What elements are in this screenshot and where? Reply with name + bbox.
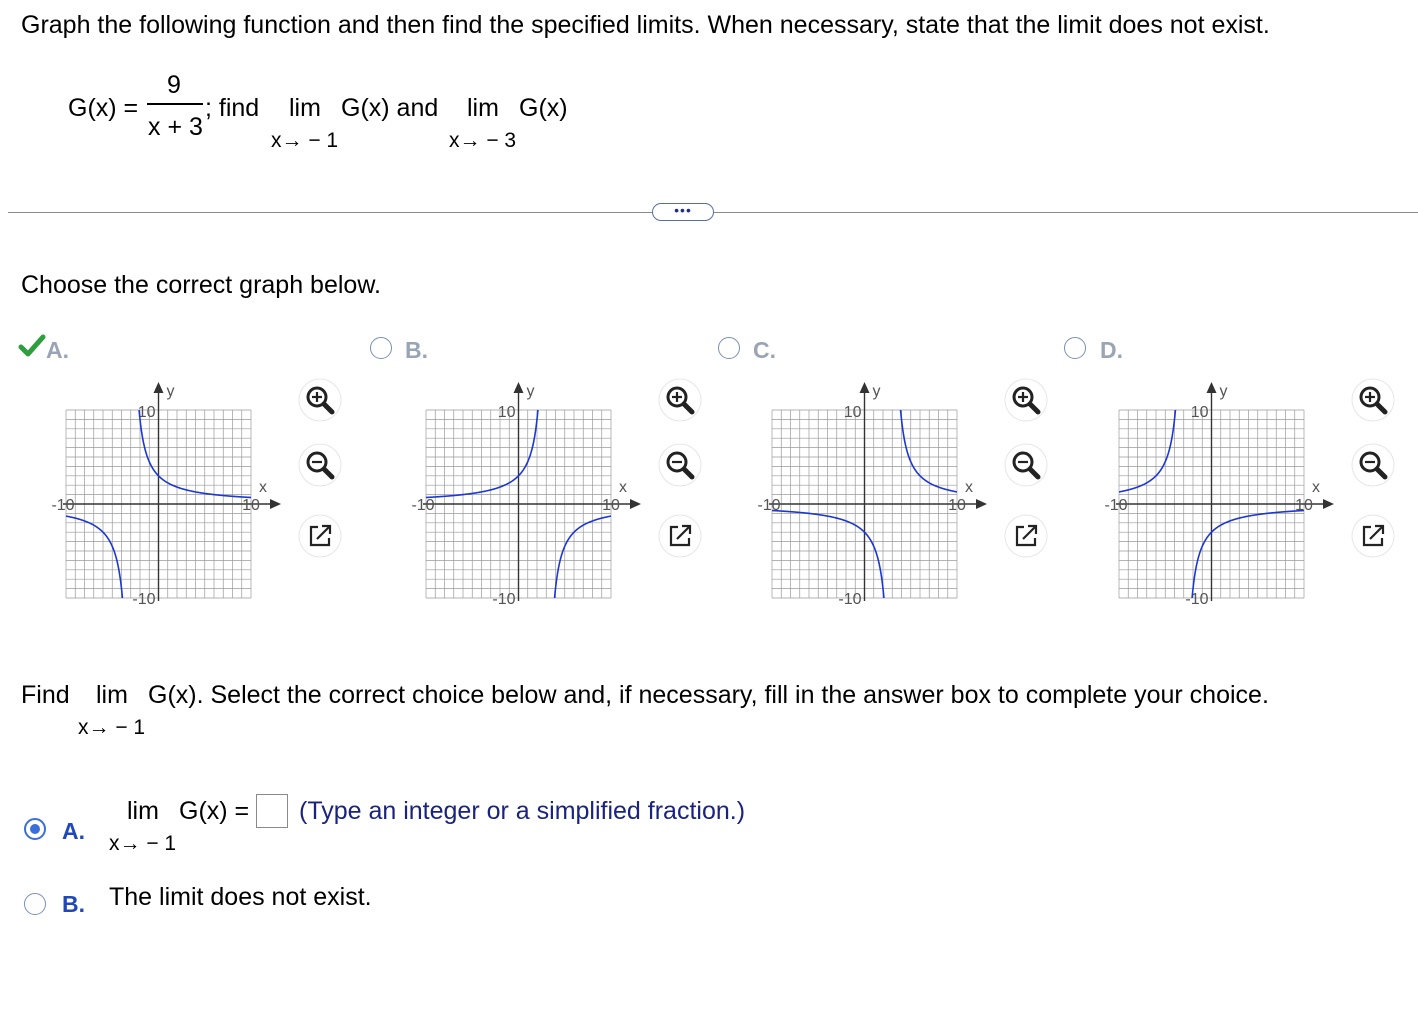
y-tick-label-top: 10 <box>497 404 516 421</box>
instruction-text: Graph the following function and then find the specified limits. When necessary, state that the limit does not exist. <box>21 11 1270 39</box>
x-tick-label-right: 10 <box>948 497 966 514</box>
graph-b-plot <box>400 375 650 605</box>
y-tick-label-top: 10 <box>1190 404 1209 421</box>
limit-2-lim: lim <box>467 94 499 122</box>
y-tick-label-bottom: -10 <box>492 591 516 605</box>
zoom-out-icon[interactable] <box>297 442 343 488</box>
graph-a <box>40 375 290 605</box>
limit-choice-b-radio[interactable] <box>24 893 46 915</box>
limit-choice-b-text: The limit does not exist. <box>109 883 372 911</box>
x-tick-label-right: 10 <box>602 497 620 514</box>
limit-1-expression: G(x) and <box>341 94 439 122</box>
graph-d <box>1093 375 1343 605</box>
zoom-in-icon[interactable] <box>1350 377 1396 423</box>
popout-icon[interactable] <box>1003 513 1049 559</box>
graph-c-plot <box>746 375 996 605</box>
limit-choice-a-radio[interactable] <box>24 818 46 840</box>
x-tick-label-right: 10 <box>242 497 260 514</box>
x-axis-label: x <box>259 479 267 496</box>
function-lhs: G(x) = <box>68 94 139 122</box>
limit-1-subscript: x→ − 1 <box>271 129 339 152</box>
y-axis-label: y <box>1219 383 1228 400</box>
zoom-out-icon[interactable] <box>1003 442 1049 488</box>
answer-input[interactable] <box>256 794 288 828</box>
graph-option-d-radio[interactable] <box>1064 337 1086 359</box>
y-axis-label: y <box>166 383 175 400</box>
limit-choice-a-label: A. <box>62 818 85 844</box>
x-axis-label: x <box>1312 479 1320 496</box>
x-tick-label-right: 10 <box>1295 497 1313 514</box>
checkmark-icon <box>17 333 47 363</box>
limit-question-lim: lim <box>96 681 128 709</box>
limit-choice-b-label: B. <box>62 891 85 917</box>
fraction-bar <box>147 103 203 105</box>
y-axis-label: y <box>872 383 881 400</box>
curve-branch-1 <box>1119 375 1183 492</box>
limit-choice-a-lim: lim <box>127 797 159 825</box>
zoom-in-icon[interactable] <box>1003 377 1049 423</box>
y-axis-arrow <box>860 382 870 393</box>
graph-a-plot <box>40 375 290 605</box>
zoom-out-icon[interactable] <box>657 442 703 488</box>
function-denominator: x + 3 <box>148 113 203 141</box>
graph-c <box>746 375 996 605</box>
limit-question-find: Find <box>21 681 70 709</box>
graph-option-b-radio[interactable] <box>370 337 392 359</box>
popout-icon[interactable] <box>1350 513 1396 559</box>
x-tick-label-left: -10 <box>757 497 781 514</box>
x-axis-arrow <box>270 499 281 509</box>
limit-choice-a-subscript: x→ − 1 <box>109 832 177 855</box>
zoom-out-icon[interactable] <box>1350 442 1396 488</box>
graph-option-d-label: D. <box>1100 337 1123 363</box>
graph-d-plot <box>1093 375 1343 605</box>
popout-icon[interactable] <box>297 513 343 559</box>
graph-question: Choose the correct graph below. <box>21 271 381 299</box>
graph-option-a-label: A. <box>46 337 69 363</box>
y-axis-label: y <box>526 383 535 400</box>
x-axis-label: x <box>619 479 627 496</box>
popout-icon[interactable] <box>657 513 703 559</box>
graph-option-c-radio[interactable] <box>718 337 740 359</box>
x-axis-arrow <box>976 499 987 509</box>
answer-hint: (Type an integer or a simplified fraction.) <box>299 797 746 825</box>
x-tick-label-left: -10 <box>1104 497 1128 514</box>
limit-1-lim: lim <box>289 94 321 122</box>
y-tick-label-bottom: -10 <box>1185 591 1209 605</box>
y-axis-arrow <box>154 382 164 393</box>
y-tick-label-bottom: -10 <box>132 591 156 605</box>
x-tick-label-left: -10 <box>411 497 435 514</box>
x-axis-arrow <box>1323 499 1334 509</box>
x-axis-arrow <box>630 499 641 509</box>
y-axis-arrow <box>1207 382 1217 393</box>
limit-2-expression: G(x) <box>519 94 568 122</box>
x-axis-label: x <box>965 479 973 496</box>
x-tick-label-left: -10 <box>51 497 75 514</box>
curve-branch-2 <box>893 375 957 492</box>
graph-b <box>400 375 650 605</box>
zoom-in-icon[interactable] <box>657 377 703 423</box>
find-text: ; find <box>205 94 260 122</box>
limit-choice-a-expression: G(x) = <box>179 797 250 825</box>
zoom-in-icon[interactable] <box>297 377 343 423</box>
graph-option-b-label: B. <box>405 337 428 363</box>
y-axis-arrow <box>514 382 524 393</box>
y-tick-label-bottom: -10 <box>838 591 862 605</box>
limit-question-text: G(x). Select the correct choice below and, if necessary, fill in the answer box to complete your choice. <box>148 681 1269 709</box>
y-tick-label-top: 10 <box>843 404 862 421</box>
limit-question-subscript: x→ − 1 <box>78 716 146 739</box>
limit-2-subscript: x→ − 3 <box>449 129 517 152</box>
function-numerator: 9 <box>167 71 181 99</box>
show-more-button[interactable]: ••• <box>652 203 714 221</box>
y-tick-label-top: 10 <box>137 404 156 421</box>
graph-option-c-label: C. <box>753 337 776 363</box>
